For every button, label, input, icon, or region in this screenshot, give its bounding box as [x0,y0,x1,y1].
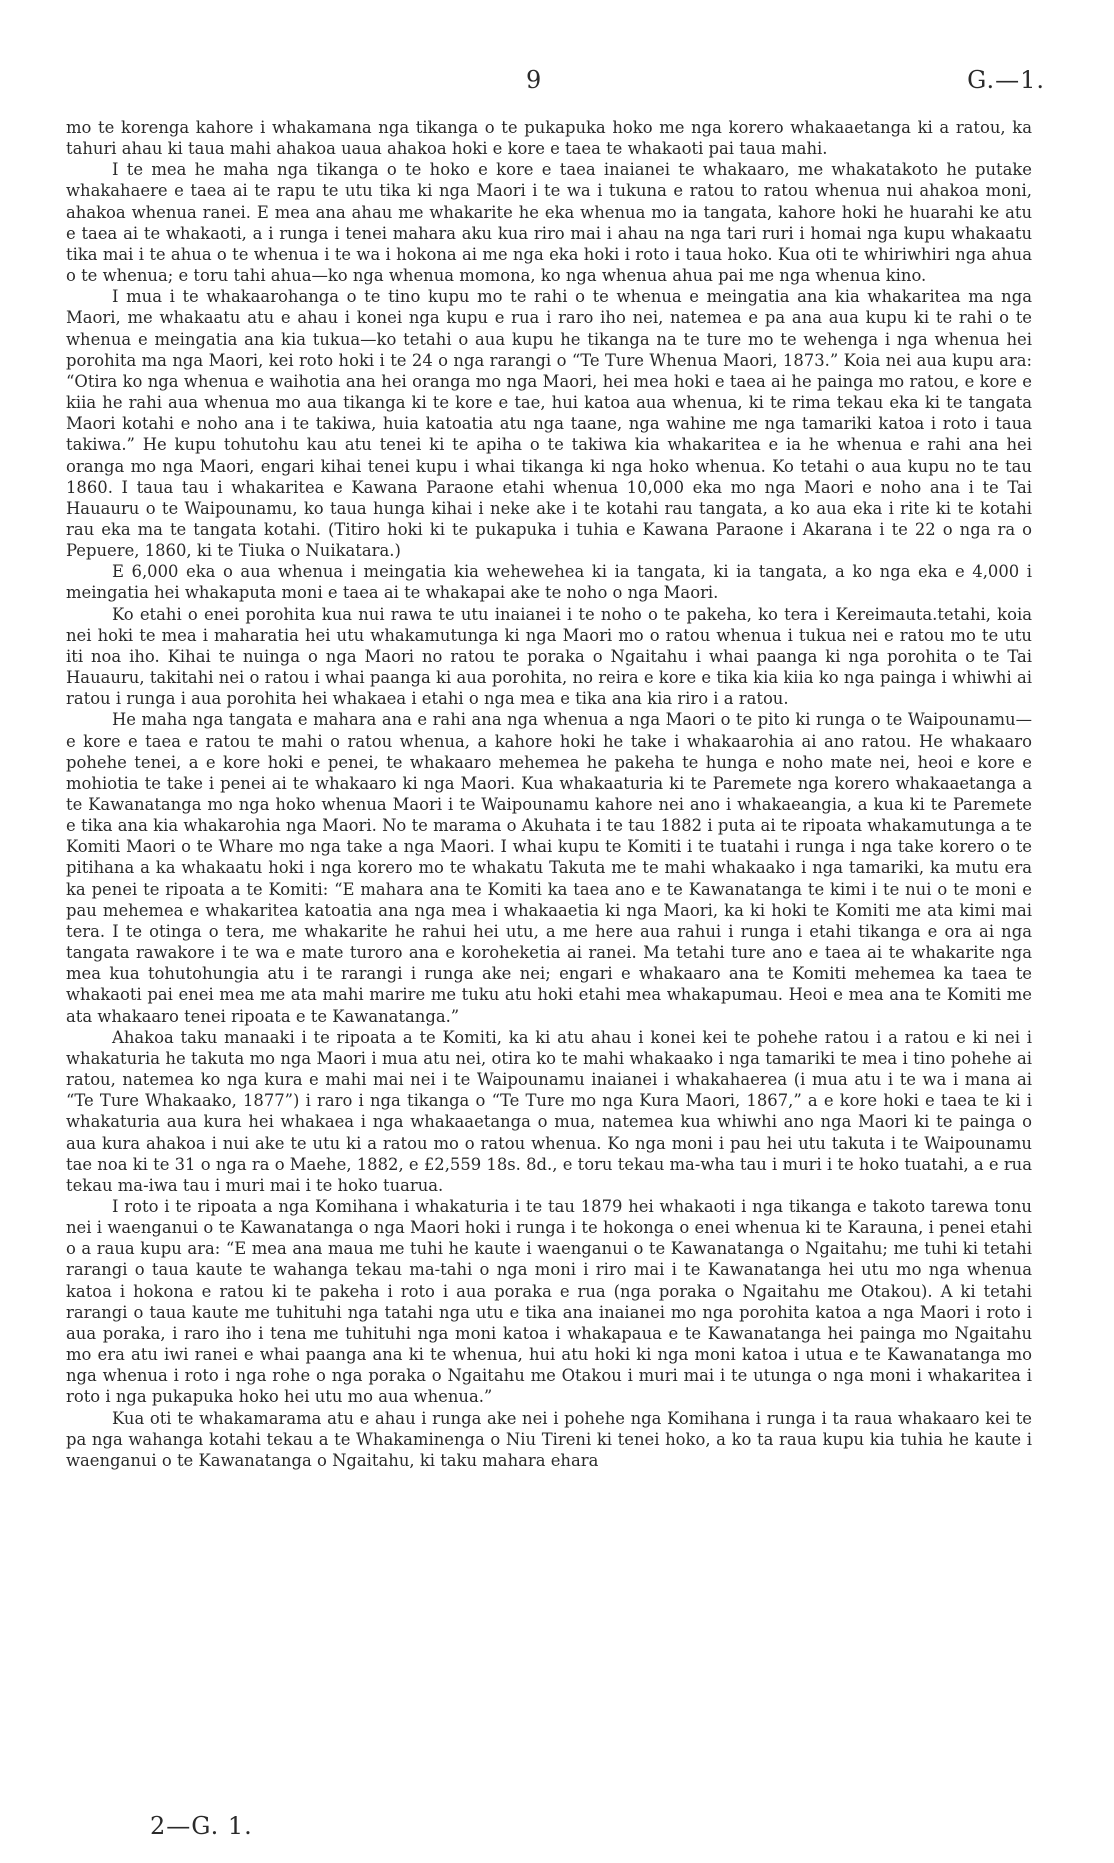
paragraph: Ko etahi o enei porohita kua nui rawa te utu inaianei i te noho o te pakeha, ko tera i Kereimauta.tetahi, koia nei hoki te mea i maharatia hei utu whakamutunga ki nga Maori mo o ratou whenua i tukua nei e ratou mo te utu iti noa iho. Kihai te nuinga o nga Maori no ratou te poraka o Ngaitahu i whai paanga ki nga porohita o te Tai Hauauru, takitahi nei o ratou i whai paanga ki aua porohita, no reira e kore e tika kia kiia ko nga painga i whiwhi ai ratou i runga i aua porohita hei whakaea i etahi o nga mea e tika ana kia riro i a ratou. [66,604,1032,709]
paragraph: Kua oti te whakamarama atu e ahau i runga ake nei i pohehe nga Komihana i runga i ta raua whakaaro kei te pa nga wahanga kotahi tekau a te Whakaminenga o Niu Tireni ki tenei hoko, a ko ta raua kupu kia tuhia he kaute i waenganui o te Kawanatanga o Ngaitahu, ki taku mahara ehara [66,1408,1032,1470]
paragraph: I te mea he maha nga tikanga o te hoko e kore e taea inaianei te whakaaro, me whakatakoto he putake whakahaere e taea ai te rapu te utu tika ki nga Maori i te wa i tukuna e ratou to ratou whenua nui ahakoa moni, ahakoa whenua ranei. E mea ana ahau me whakarite he eka whenua mo ia tangata, kahore hoki he huarahi ke atu e taea ai te whakaoti, a i runga i tenei mahara aku kua riro mai i ahau na nga tari ruri i homai nga kupu whakaatu tika mai i te ahua o te whenua i te wa i hokona ai me nga eka hoki i roto i taua hoko. Kua oti te whiriwhiri nga ahua o te whenua; e toru tahi ahua—ko nga whenua momona, ko nga whenua ahua pai me nga whenua kino. [66,160,1032,286]
paragraph: Ahakoa taku manaaki i te ripoata a te Komiti, ka ki atu ahau i konei kei te pohehe ratou i a ratou e ki nei i whakaturia he takuta mo nga Maori i mua atu nei, otira ko te mahi whakaako i nga tamariki te mea i tino pohehe ai ratou, natemea ko nga kura e mahi mai nei i te Waipounamu inaianei i whakahaerea (i mua atu i te wa i mana ai “Te Ture Whakaako, 1877”) i raro i nga tikanga o “Te Ture mo nga Kura Maori, 1867,” a e kore hoki e taea te ki i whakaturia aua kura hei whakaea i nga whakaaetanga o mua, natemea kua whiwhi ano nga Maori ki te painga o aua kura ahakoa i nui ake te utu ki a ratou mo o ratou whenua. Ko nga moni i pau hei utu takuta i te Waipounamu tae noa ki te 31 o nga ra o Maehe, 1882, e £2,559 18s. 8d., e toru tekau ma-wha tau i muri i te hoko tuatahi, a e rua tekau ma-iwa tau i muri mai i te hoko tuarua. [66,1027,1032,1195]
page-header [0,66,1114,96]
document-reference: G.—1. [967,66,1045,94]
paragraph: mo te korenga kahore i whakamana nga tikanga o te pukapuka hoko me nga korero whakaaetanga ki a ratou, ka tahuri ahau ki taua mahi ahakoa uaua ahakoa hoki e kore e taea te whakaoti pai taua mahi. [66,118,1032,159]
body-text [66,117,1032,1471]
paragraph: I roto i te ripoata a nga Komihana i whakaturia i te tau 1879 hei whakaoti i nga tikanga e takoto tarewa tonu nei i waenganui o te Kawanatanga o nga Maori hoki i runga i te hokonga o enei whenua ki te Karauna, i penei etahi o a raua kupu ara: “E mea ana maua me tuhi he kaute i waenganui o te Kawanatanga o Ngaitahu; me tuhi ki tetahi rarangi o taua kaute te wahanga tekau ma-tahi o nga moni i riro mai i te Kawanatanga hei utu mo nga whenua katoa i hokona e ratou ki te pakeha i roto i aua poraka e rua (nga poraka o Ngaitahu me Otakou). A ki tetahi rarangi o taua kaute me tuhituhi nga tatahi nga utu e tika ana inaianei mo nga porohita katoa a nga Maori i roto i aua poraka, i raro iho i tena me tuhituhi nga moni katoa i whakapaua e te Kawanatanga hei painga mo Ngaitahu mo era atu iwi ranei e whai paanga ana ki te whenua, hui atu hoki ki nga moni katoa i utua e te Kawanatanga mo nga whenua i roto i nga rohe o nga poraka o Ngaitahu me Otakou i muri mai i te utunga o nga moni i whakaritea i roto i nga pukapuka hoko hei utu mo aua whenua.” [66,1196,1032,1407]
page-number: 9 [526,66,543,94]
paragraph: E 6,000 eka o aua whenua i meingatia kia wehewehea ki ia tangata, ki ia tangata, a ko nga eka e 4,000 i meingatia hei whakaputa moni e taea ai te whakapai ake te noho o nga Maori. [66,562,1032,603]
paragraph: He maha nga tangata e mahara ana e rahi ana nga whenua a nga Maori o te pito ki runga o te Waipounamu—e kore e taea e ratou te mahi o ratou whenua, a kahore hoki he take i whakaarohia ai ano ratou. He whakaaro pohehe tenei, a e kore hoki e penei, te whakaaro mehemea he pakeha te hunga e noho mate nei, heoi e kore e mohiotia te take i penei ai te whakaaro ki nga Maori. Kua whakaaturia ki te Paremete nga korero whakaaetanga a te Kawanatanga mo nga hoko whenua Maori i te Waipounamu kahore nei ano i whakaeangia, a kua ki te Paremete e tika ana kia whakarohia nga Maori. No te marama o Akuhata i te tau 1882 i puta ai te ripoata whakamutunga a te Komiti Maori o te Whare mo nga take a nga Maori. I whai kupu te Komiti i te tuatahi i runga i nga take korero o te pitihana a ka whakaatu hoki i nga korero mo te whakatu Takuta me te mahi whakaako i nga tamariki, ka mutu era ka penei te ripoata a te Komiti: “E mahara ana te Komiti ka taea ano e te Kawanatanga te kimi i te nui o te moni e pau mehemea e whakaritea katoatia ana nga mea i whakaaetia ki nga Maori, ka ki hoki te Komiti me ata kimi mai tera. I te otinga o tera, me whakarite he rahui hei utu, a me here aua rahui i runga i etahi tikanga e ora ai nga tangata rawakore i te wa e mate turoro ana e koroheketia ai ranei. Ma tetahi ture ano e taea ai te whakarite nga mea kua tohutohungia atu i te rarangi i runga ake nei; engari e whakaaro ana te Komiti mehemea ka taea te whakaoti pai enei mea me ata mahi marire me tuku atu hoki etahi mea whakapumau. Heoi e mea ana te Komiti me ata whakaaro tenei ripoata e te Kawanatanga.” [66,710,1032,1026]
paragraph: I mua i te whakaarohanga o te tino kupu mo te rahi o te whenua e meingatia ana kia whakaritea ma nga Maori, me whakaatu atu e ahau i konei nga kupu e rua i raro iho nei, natemea e pa ana aua kupu ki te rahi o te whenua e meingatia ana kia tukua—ko tetahi o aua kupu he tikanga na te ture mo te wehenga i nga whenua hei porohita ma nga Maori, kei roto hoki i te 24 o nga rarangi o “Te Ture Whenua Maori, 1873.” Koia nei aua kupu ara: “Otira ko nga whenua e waihotia ana hei oranga mo nga Maori, hei mea hoki e taea ai he painga mo ratou, e kore e kiia he rahi aua whenua mo aua tikanga ki te kore e tae, hui katoa aua whenua, ki te rima tekau eka ki te tangata Maori kotahi e noho ana i te takiwa, huia katoatia atu nga taane, nga wahine me nga tamariki katoa i roto i taua takiwa.” He kupu tohutohu kau atu tenei ki te apiha o te takiwa kia whakaritea e ia he whenua e rahi ana hei oranga mo nga Maori, engari kihai tenei kupu i whai tikanga ki nga hoko whenua. Ko tetahi o aua kupu no te tau 1860. I taua tau i whakaritea e Kawana Paraone etahi whenua 10,000 eka mo nga Maori e noho ana i te Tai Hauauru o te Waipounamu, ko taua hunga kihai i neke ake i te kotahi rau tangata, a ko aua eka i rite ki te kotahi rau eka ma te tangata kotahi. (Titiro hoki ki te pukapuka i tuhia e Kawana Paraone i Akarana i te 22 o nga ra o Pepuere, 1860, ki te Tiuka o Nuikatara.) [66,287,1032,561]
page-signature: 2—G. 1. [150,1812,253,1840]
